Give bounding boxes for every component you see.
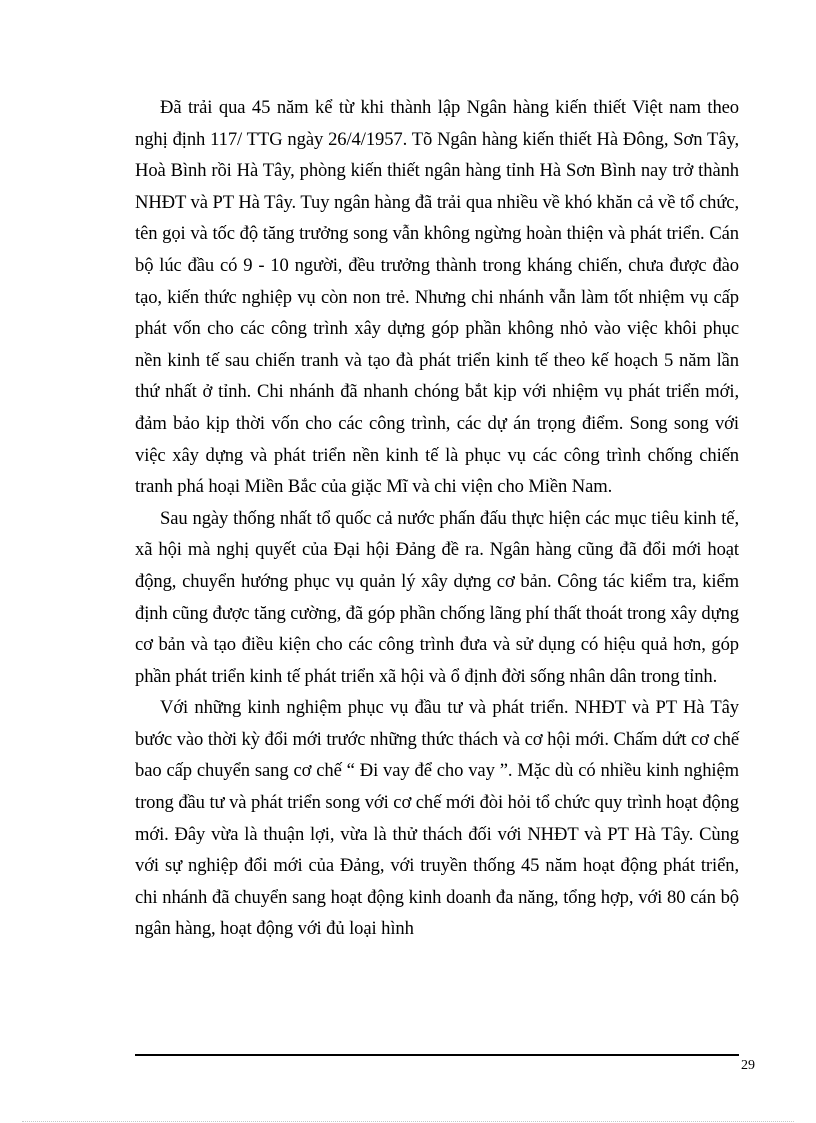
page-bottom-divider <box>22 1121 794 1122</box>
paragraph-1: Đã trải qua 45 năm kể từ khi thành lập Ngân hàng kiến thiết Việt nam theo nghị định 117/ TTG ngày 26/4/1957. Tõ Ngân hàng kiến thiết Hà Đông, Sơn Tây, Hoà Bình rồi Hà Tây, phòng kiến thiết ngân hàng tỉnh Hà Sơn Bình nay trở thành NHĐT và PT Hà Tây. Tuy ngân hàng đã trải qua nhiều về khó khăn cả về tổ chức, tên gọi và tốc độ tăng trưởng song vẫn không ngừng hoàn thiện và phát triển. Cán bộ lúc đầu có 9 - 10 người, đều trưởng thành trong kháng chiến, chưa được đào tạo, kiến thức nghiệp vụ còn non trẻ. Nhưng chi nhánh vẫn làm tốt nhiệm vụ cấp phát vốn cho các công trình xây dựng góp phần không nhỏ vào việc khôi phục nền kinh tế sau chiến tranh và tạo đà phát triển kinh tế theo kế hoạch 5 năm lần thứ nhất ở tỉnh. Chi nhánh đã nhanh chóng bắt kịp với nhiệm vụ phát triển mới, đảm bảo kịp thời vốn cho các công trình, các dự án trọng điểm. Song song với việc xây dựng và phát triển nền kinh tế là phục vụ các công trình chống chiến tranh phá hoại Miền Bắc của giặc Mĩ và chi viện cho Miền Nam. <box>135 97 739 498</box>
body-text <box>135 92 739 945</box>
footer-rule <box>135 1054 739 1056</box>
page-number: 29 <box>741 1058 755 1073</box>
paragraph-3: Với những kinh nghiệm phục vụ đầu tư và phát triển. NHĐT và PT Hà Tây bước vào thời kỳ đổi mới trước những thức thách và cơ hội mới. Chấm dứt cơ chế bao cấp chuyển sang cơ chế “ Đi vay để cho vay ”. Mặc dù có nhiều kinh nghiệm trong đầu tư và phát triển song với cơ chế mới đòi hỏi tổ chức quy trình hoạt động mới. Đây vừa là thuận lợi, vừa là thử thách đối với NHĐT và PT Hà Tây. Cùng với sự nghiệp đổi mới của Đảng, với truyền thống 45 năm hoạt động phát triển, chi nhánh đã chuyển sang hoạt động kinh doanh đa năng, tổng hợp, với 80 cán bộ ngân hàng, hoạt động với đủ loại hình <box>135 697 739 940</box>
paragraph-2: Sau ngày thống nhất tổ quốc cả nước phấn đấu thực hiện các mục tiêu kinh tế, xã hội mà nghị quyết của Đại hội Đảng đề ra. Ngân hàng cũng đã đổi mới hoạt động, chuyển hướng phục vụ quản lý xây dựng cơ bản. Công tác kiểm tra, kiểm định cũng được tăng cường, đã góp phần chống lãng phí thất thoát trong xây dựng cơ bản và tạo điều kiện cho các công trình đưa và sử dụng có hiệu quả hơn, góp phần phát triển kinh tế phát triển xã hội và ổ định đời sống nhân dân trong tỉnh. <box>135 507 739 687</box>
